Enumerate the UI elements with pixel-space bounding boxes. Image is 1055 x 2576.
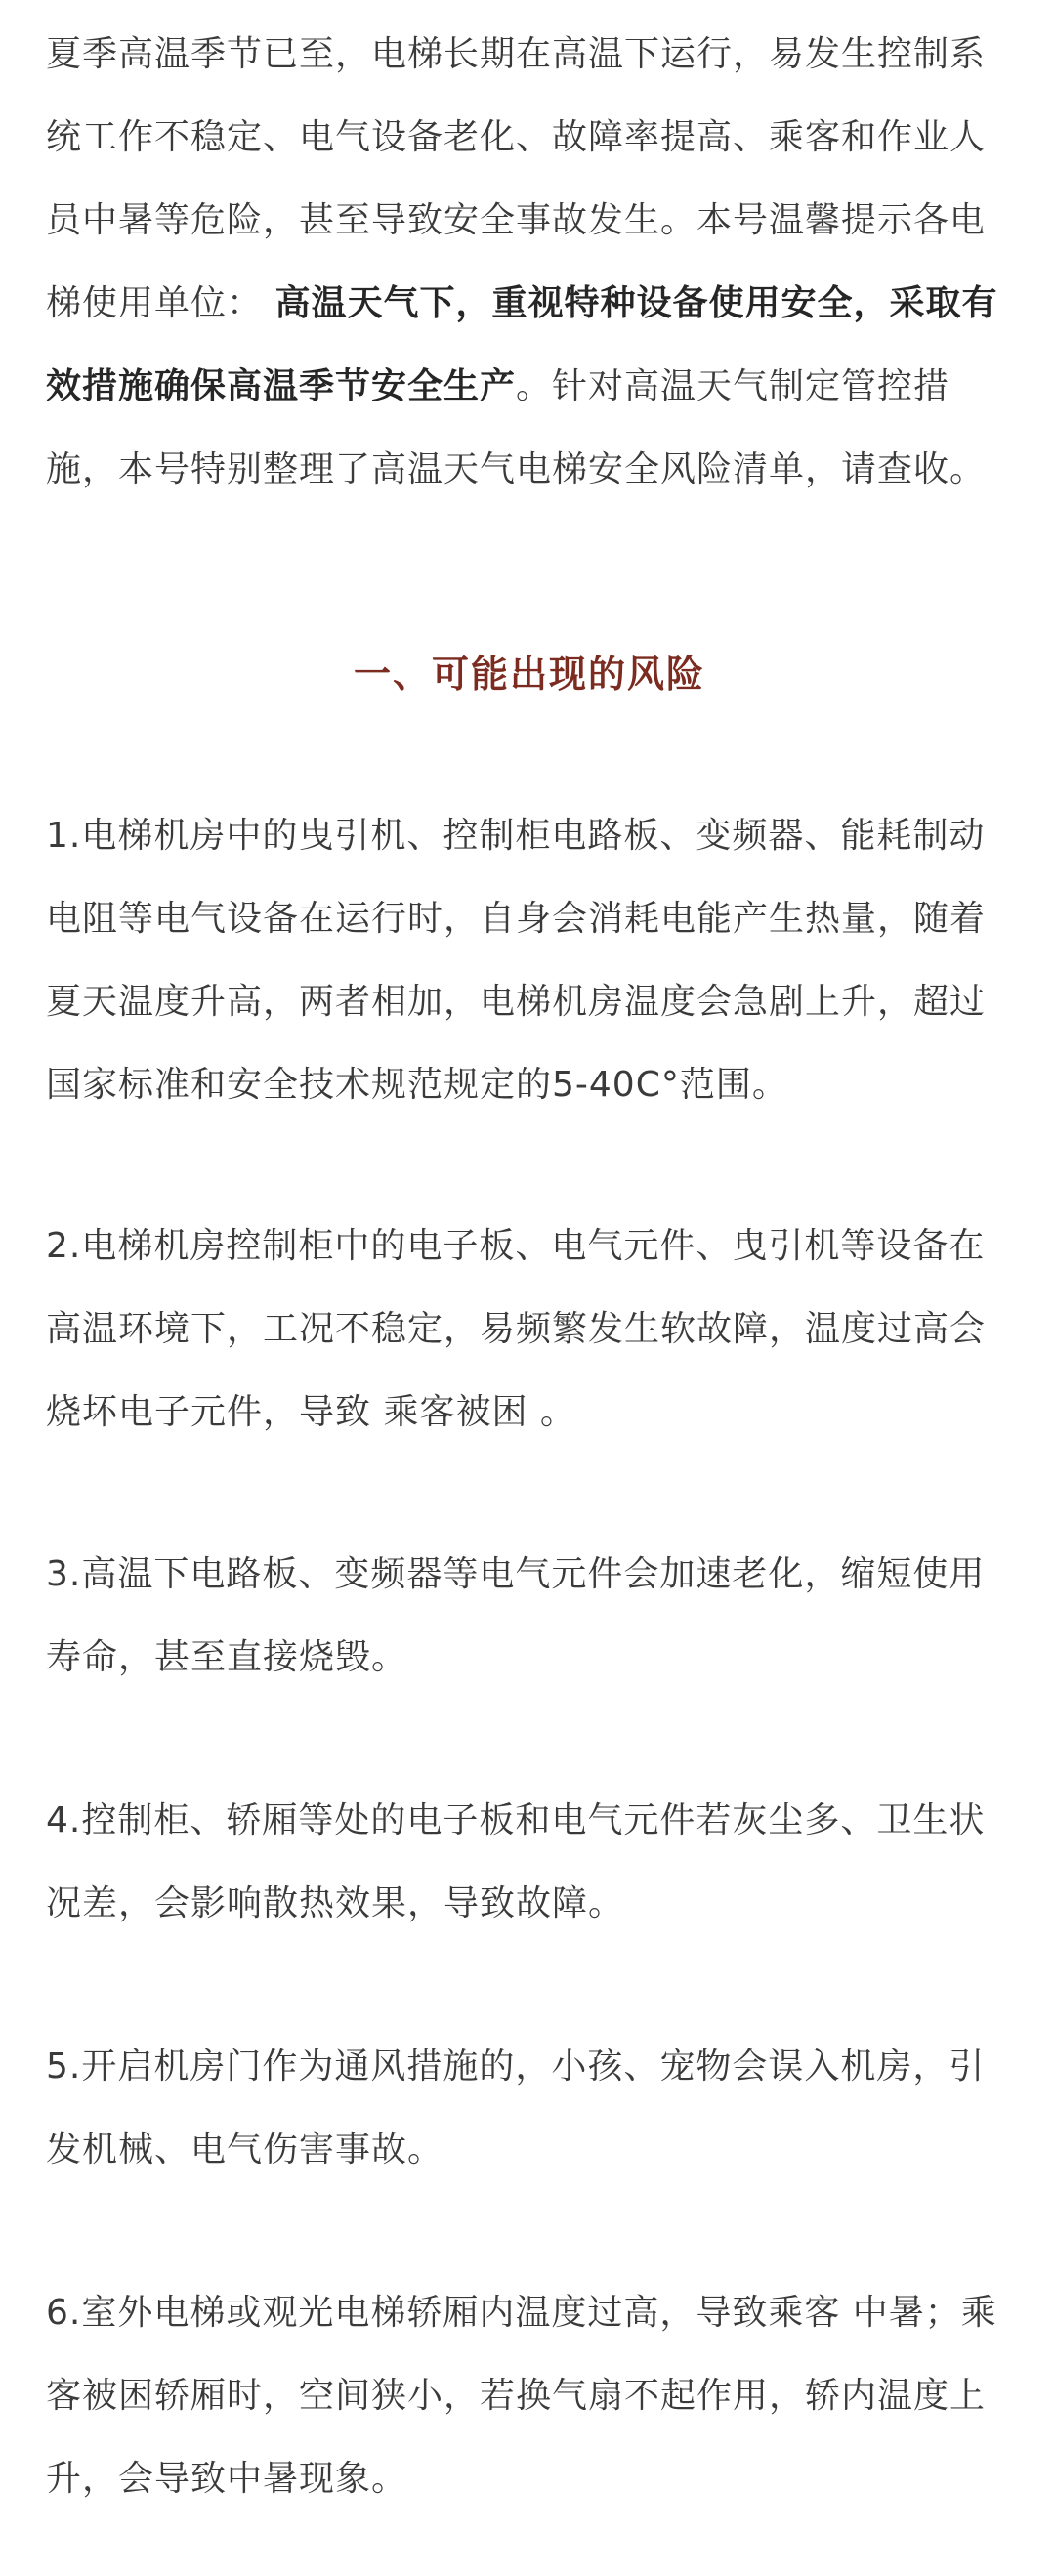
intro-text-after: 。针对高温天气制定管控措施，本号特别整理了高温天气电梯安全风险清单，请查收。	[46, 366, 987, 489]
risk-item-4: 4.控制柜、轿厢等处的电子板和电气元件若灰尘多、卫生状况差，会影响散热效果，导致故障。	[46, 1800, 986, 1923]
risk-item-1: 1.电梯机房中的曳引机、控制柜电路板、变频器、能耗制动电阻等电气设备在运行时，自身会消耗电能产生热量，随着夏天温度升高，两者相加，电梯机房温度会急剧上升，超过国家标准和安全技术规范规定的5-40C°范围。	[46, 816, 987, 1105]
risk-item-2: 2.电梯机房控制柜中的电子板、电气元件、曳引机等设备在高温环境下，工况不稳定，易频繁发生软故障，温度过高会烧坏电子元件，导致 乘客被困 。	[46, 1226, 987, 1432]
intro-bold-emphasis: 高温天气下，重视特种设备使用安全，采取有效措施确保高温季节安全生产	[46, 283, 998, 406]
section-title: 一、可能出现的风险	[353, 653, 705, 696]
risk-item-3: 3.高温下电路板、变频器等电气元件会加速老化，缩短使用寿命，甚至直接烧毁。	[46, 1554, 986, 1677]
intro-paragraph	[46, 13, 1013, 511]
risk-item-6: 6.室外电梯或观光电梯轿厢内温度过高，导致乘客 中暑；乘客被困轿厢时，空间狭小，若换气扇不起作用，轿内温度上升，会导致中暑现象。	[46, 2293, 997, 2499]
risk-item-5: 5.开启机房门作为通风措施的，小孩、宠物会误入机房，引发机械、电气伤害事故。	[46, 2047, 986, 2170]
intro-text-before: 夏季高温季节已至，电梯长期在高温下运行，易发生控制系统工作不稳定、电气设备老化、故障率提高、乘客和作业人员中暑等危险，甚至导致安全事故发生。本号温馨提示各电梯使用单位：	[46, 34, 987, 323]
